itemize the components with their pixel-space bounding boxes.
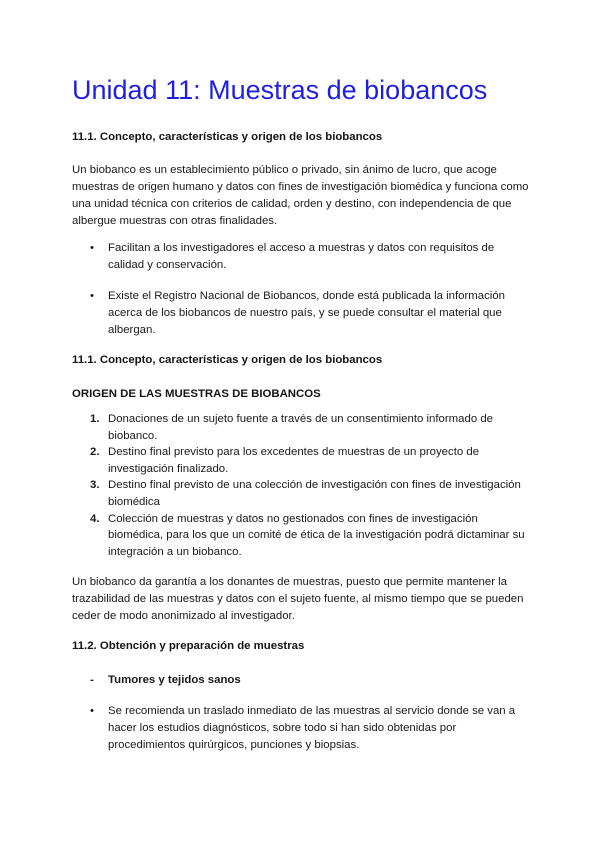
- dash-item: [90, 672, 241, 688]
- page-title: Unidad 11: Muestras de biobancos: [72, 75, 488, 105]
- guarantee-paragraph: Un biobanco da garantía a los donantes de muestras, puesto que permite mantener la trazabilidad de las muestras y datos con el sujeto fuente, al mismo tiempo que se pueden ceder de modo anonimizado al investigador.: [72, 576, 524, 622]
- bullet-item: [90, 288, 530, 339]
- bullet-marker: •: [90, 290, 94, 302]
- bullet-text: Facilitan a los investigadores el acceso a muestras y datos con requisitos de calidad y conservación.: [108, 242, 495, 271]
- origin-list-item: [72, 477, 532, 510]
- origin-list-item: [72, 411, 532, 444]
- dash-marker: -: [90, 674, 94, 686]
- origin-list-item: [72, 444, 532, 477]
- section-heading-concept: 11.1. Concepto, características y origen de los biobancos: [72, 131, 383, 143]
- intro-paragraph: Un biobanco es un establecimiento público o privado, sin ánimo de lucro, que acoge muestras de origen humano y datos con fines de investigación biomédica y funciona como una unidad técnica con criterios de calidad, orden y destino, con independencia de que albergue muestras con otras finalidades.: [72, 164, 529, 227]
- bullet-item: [90, 240, 530, 274]
- list-number: 4.: [90, 512, 100, 525]
- list-text: Colección de muestras y datos no gestionados con fines de investigación biomédica, para los que un comité de ética de la investigación podrá dictaminar su integración a un biobanco.: [108, 512, 525, 558]
- origin-list: [72, 411, 532, 560]
- bullet-marker: •: [90, 242, 94, 254]
- bullet-item: [90, 703, 530, 754]
- origin-list-item: [72, 511, 532, 561]
- origin-heading: ORIGEN DE LAS MUESTRAS DE BIOBANCOS: [72, 388, 321, 400]
- bullet-text: Se recomienda un traslado inmediato de las muestras al servicio donde se van a hacer los estudios diagnósticos, sobre todo si han sido obtenidas por procedimientos quirúrgicos, punciones y biopsias.: [108, 705, 516, 751]
- dash-text: Tumores y tejidos sanos: [108, 674, 241, 686]
- list-number: 2.: [90, 446, 100, 459]
- list-text: Donaciones de un sujeto fuente a través de un consentimiento informado de biobanco.: [108, 413, 494, 442]
- section-heading-concept-repeat: 11.1. Concepto, características y origen de los biobancos: [72, 354, 383, 366]
- list-number: 3.: [90, 479, 100, 492]
- list-text: Destino final previsto para los excedentes de muestras de un proyecto de investigación finalizado.: [108, 446, 480, 475]
- bullet-text: Existe el Registro Nacional de Biobancos, donde está publicada la información acerca de los biobancos de nuestro país, y se puede consultar el material que albergan.: [108, 290, 506, 336]
- bullet-marker: •: [90, 705, 94, 717]
- list-text: Destino final previsto de una colección de investigación con fines de investigación biomédica: [108, 479, 521, 508]
- section-heading-obtention: 11.2. Obtención y preparación de muestras: [72, 640, 305, 652]
- list-number: 1.: [90, 413, 100, 425]
